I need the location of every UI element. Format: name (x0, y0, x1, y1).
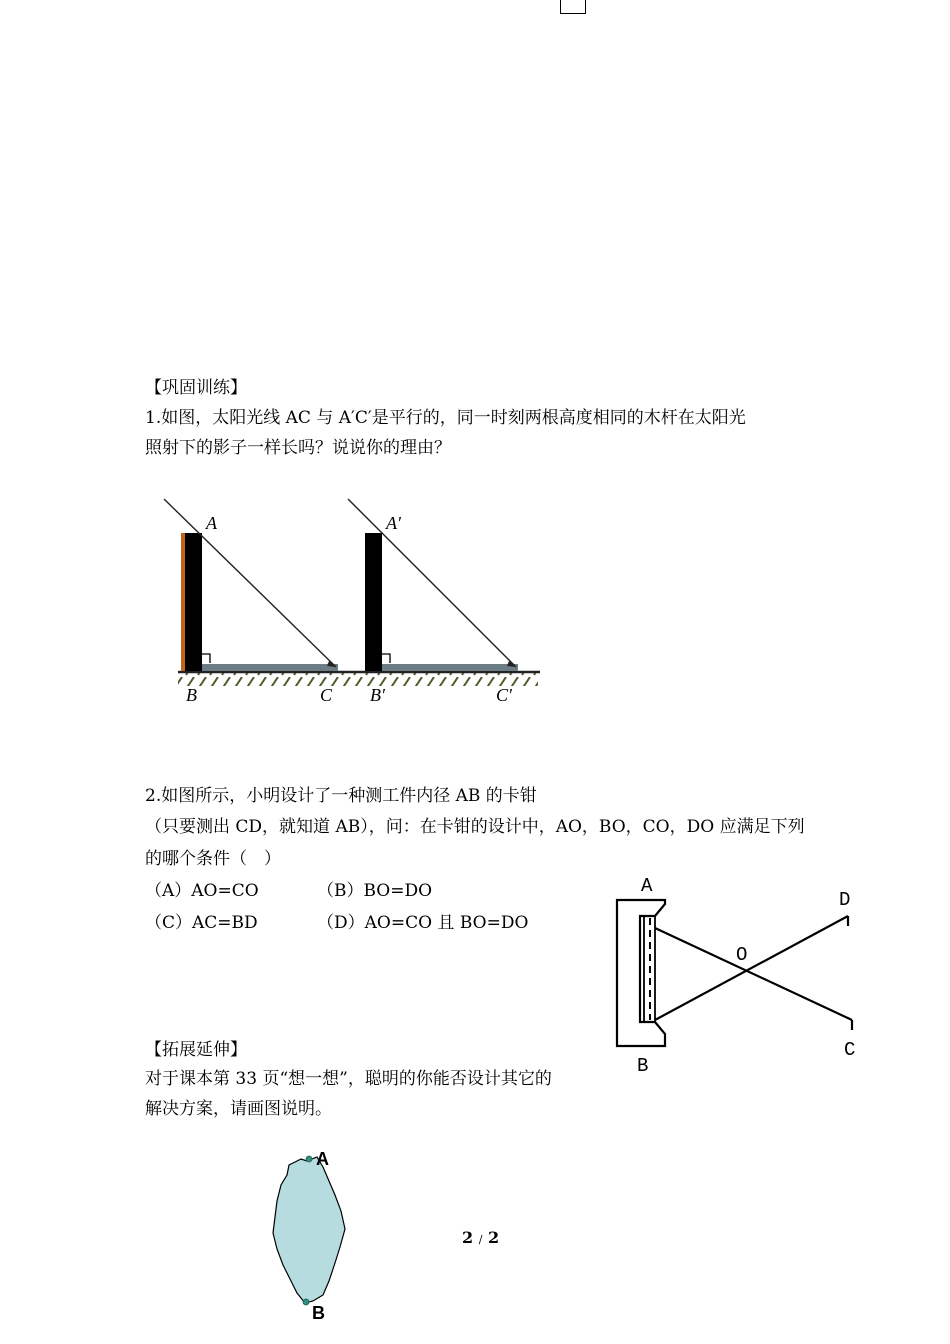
label-A: A (641, 875, 653, 897)
page-number (462, 1228, 499, 1247)
q2-option-b: （B）BO=DO (317, 881, 433, 901)
label-A: A (316, 1149, 329, 1169)
pole-1 (185, 533, 202, 671)
label-B: B (186, 685, 197, 705)
ground-hatch (178, 673, 538, 686)
extension-text-line1: 对于课本第 33 页“想一想”，聪明的你能否设计其它的 (145, 1069, 552, 1089)
figure-poles-shadows (160, 495, 550, 710)
page-separator: / (478, 1233, 483, 1246)
label-A: A (206, 513, 217, 533)
caliper-body (617, 900, 665, 1046)
point-B (303, 1299, 309, 1305)
label-O: O (736, 944, 748, 966)
pole-1-edge (181, 533, 185, 671)
figure-caliper (600, 870, 870, 1080)
label-A-prime: A′ (386, 513, 401, 533)
arm-A-C (655, 928, 852, 1020)
label-C: C (844, 1039, 856, 1061)
q2-text-line2: （只要测出 CD，就知道 AB），问：在卡钳的设计中，AO，BO，CO，DO 应满足下列 (145, 817, 805, 837)
label-C-prime: C′ (496, 685, 512, 705)
q2-option-a: （A）AO=CO (145, 881, 259, 901)
shadow-1 (202, 664, 338, 671)
label-C: C (320, 685, 333, 705)
extension-text-line2: 解决方案，请画图说明。 (145, 1099, 332, 1119)
label-D: D (839, 889, 851, 911)
q2-text-line3: 的哪个条件（ ） (145, 849, 281, 869)
right-angle-2 (382, 654, 390, 663)
point-A (306, 1156, 312, 1162)
q1-text-line1: 1.如图，太阳光线 AC 与 A′C′是平行的，同一时刻两根高度相同的木杆在太阳光 (145, 408, 746, 428)
section-heading-extension: 【拓展延伸】 (145, 1040, 247, 1060)
q1-text-line2: 照射下的影子一样长吗？说说你的理由？ (145, 438, 451, 458)
page-total: 2 (488, 1228, 500, 1247)
q2-option-c: （C）AC=BD (145, 913, 258, 933)
label-B: B (637, 1055, 649, 1077)
label-B-prime: B′ (370, 685, 385, 705)
right-angle-1 (202, 654, 210, 663)
shadow-2 (382, 664, 518, 671)
label-B: B (312, 1303, 325, 1323)
top-box (560, 0, 586, 14)
q2-text-line1: 2.如图所示，小明设计了一种测工件内径 AB 的卡钳 (145, 786, 537, 806)
section-heading-consolidation: 【巩固训练】 (145, 378, 247, 398)
figure-pond (265, 1145, 355, 1325)
pond-shape (273, 1157, 345, 1303)
page-current: 2 (462, 1228, 474, 1247)
q2-option-d: （D）AO=CO 且 BO=DO (317, 913, 529, 933)
pole-2 (365, 533, 382, 671)
